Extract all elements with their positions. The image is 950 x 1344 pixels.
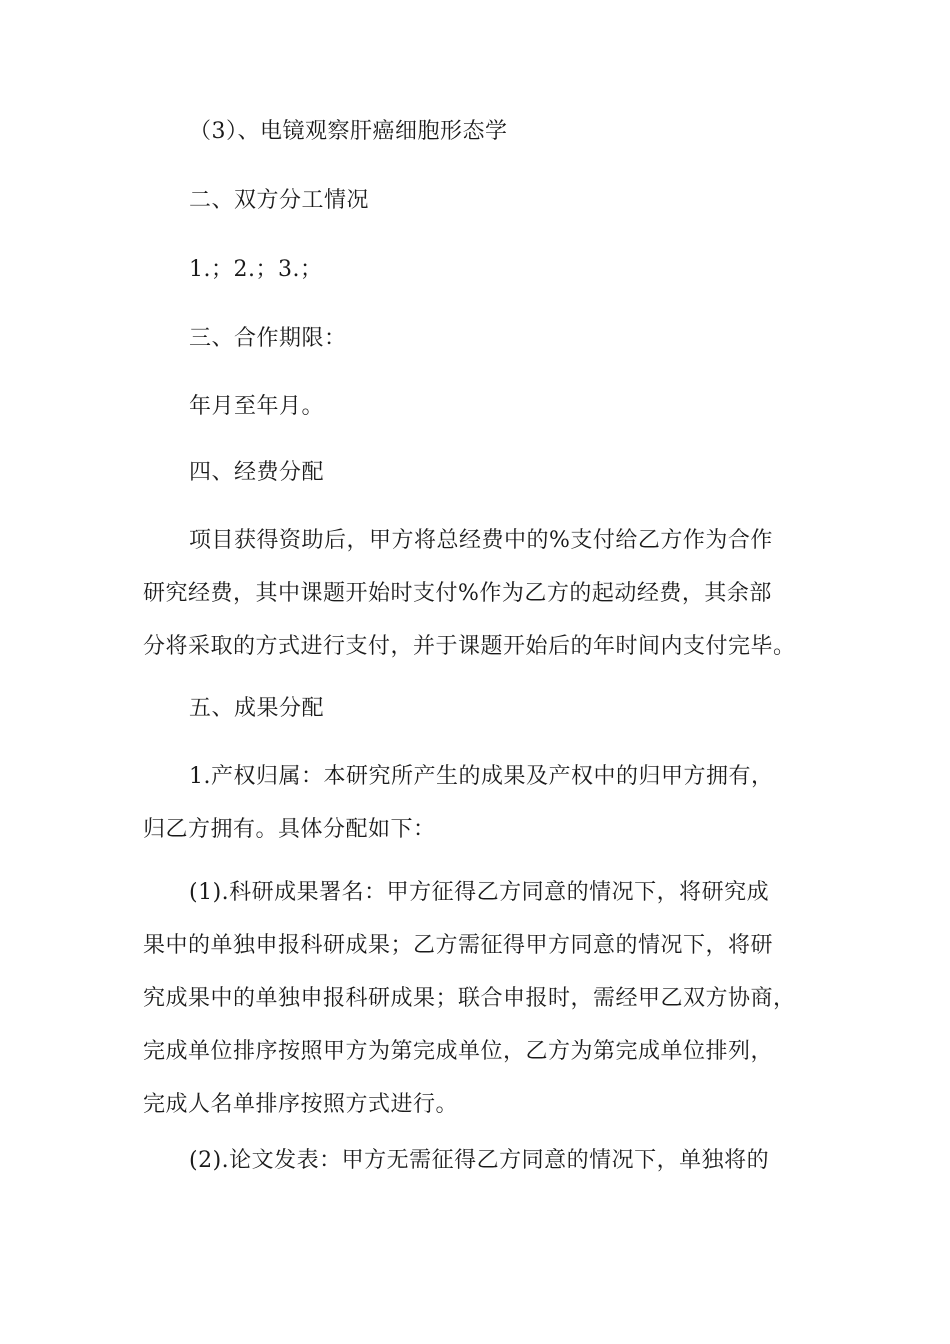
text-line: 完成人名单排序按照方式进行。 xyxy=(143,1092,459,1117)
text-line: 三、合作期限： xyxy=(189,326,347,351)
paragraph-attribution xyxy=(143,866,808,1131)
text-line: （3）、电镜观察肝癌细胞形态学 xyxy=(189,119,508,144)
heading-division-of-labor xyxy=(143,174,808,227)
text-line: 五、成果分配 xyxy=(189,696,325,721)
text-line: 归乙方拥有。具体分配如下： xyxy=(143,817,436,842)
paragraph-publication xyxy=(143,1134,808,1187)
paragraph-funding xyxy=(143,514,808,673)
text-line: 二、双方分工情况 xyxy=(189,188,370,213)
text-line: 研究经费，其中课题开始时支付%作为乙方的起动经费，其余部 xyxy=(143,581,772,606)
text-line: 完成单位排序按照甲方为第完成单位，乙方为第完成单位排列， xyxy=(143,1039,774,1064)
paragraph-labor-list xyxy=(143,243,808,296)
text-line: 究成果中的单独申报科研成果；联合申报时，需经甲乙双方协商， xyxy=(143,986,796,1011)
text-line: (1).科研成果署名：甲方征得乙方同意的情况下，将研究成 xyxy=(189,880,770,905)
text-line: 果中的单独申报科研成果；乙方需征得甲方同意的情况下，将研 xyxy=(143,933,774,958)
text-line: 1.产权归属：本研究所产生的成果及产权中的归甲方拥有， xyxy=(189,764,774,789)
text-line: 项目获得资助后，甲方将总经费中的%支付给乙方作为合作 xyxy=(189,528,773,553)
heading-funding xyxy=(143,446,808,499)
text-line: 1.；2.；3.； xyxy=(189,257,323,282)
text-line: 年月至年月。 xyxy=(189,394,325,419)
heading-cooperation-period xyxy=(143,312,808,365)
heading-results xyxy=(143,682,808,735)
text-line: 分将采取的方式进行支付，并于课题开始后的年时间内支付完毕。 xyxy=(143,634,796,659)
text-line: (2).论文发表：甲方无需征得乙方同意的情况下，单独将的 xyxy=(189,1148,770,1173)
paragraph-period xyxy=(143,380,808,433)
paragraph-ownership xyxy=(143,750,808,856)
paragraph-item-3 xyxy=(143,105,808,158)
text-line: 四、经费分配 xyxy=(189,460,325,485)
